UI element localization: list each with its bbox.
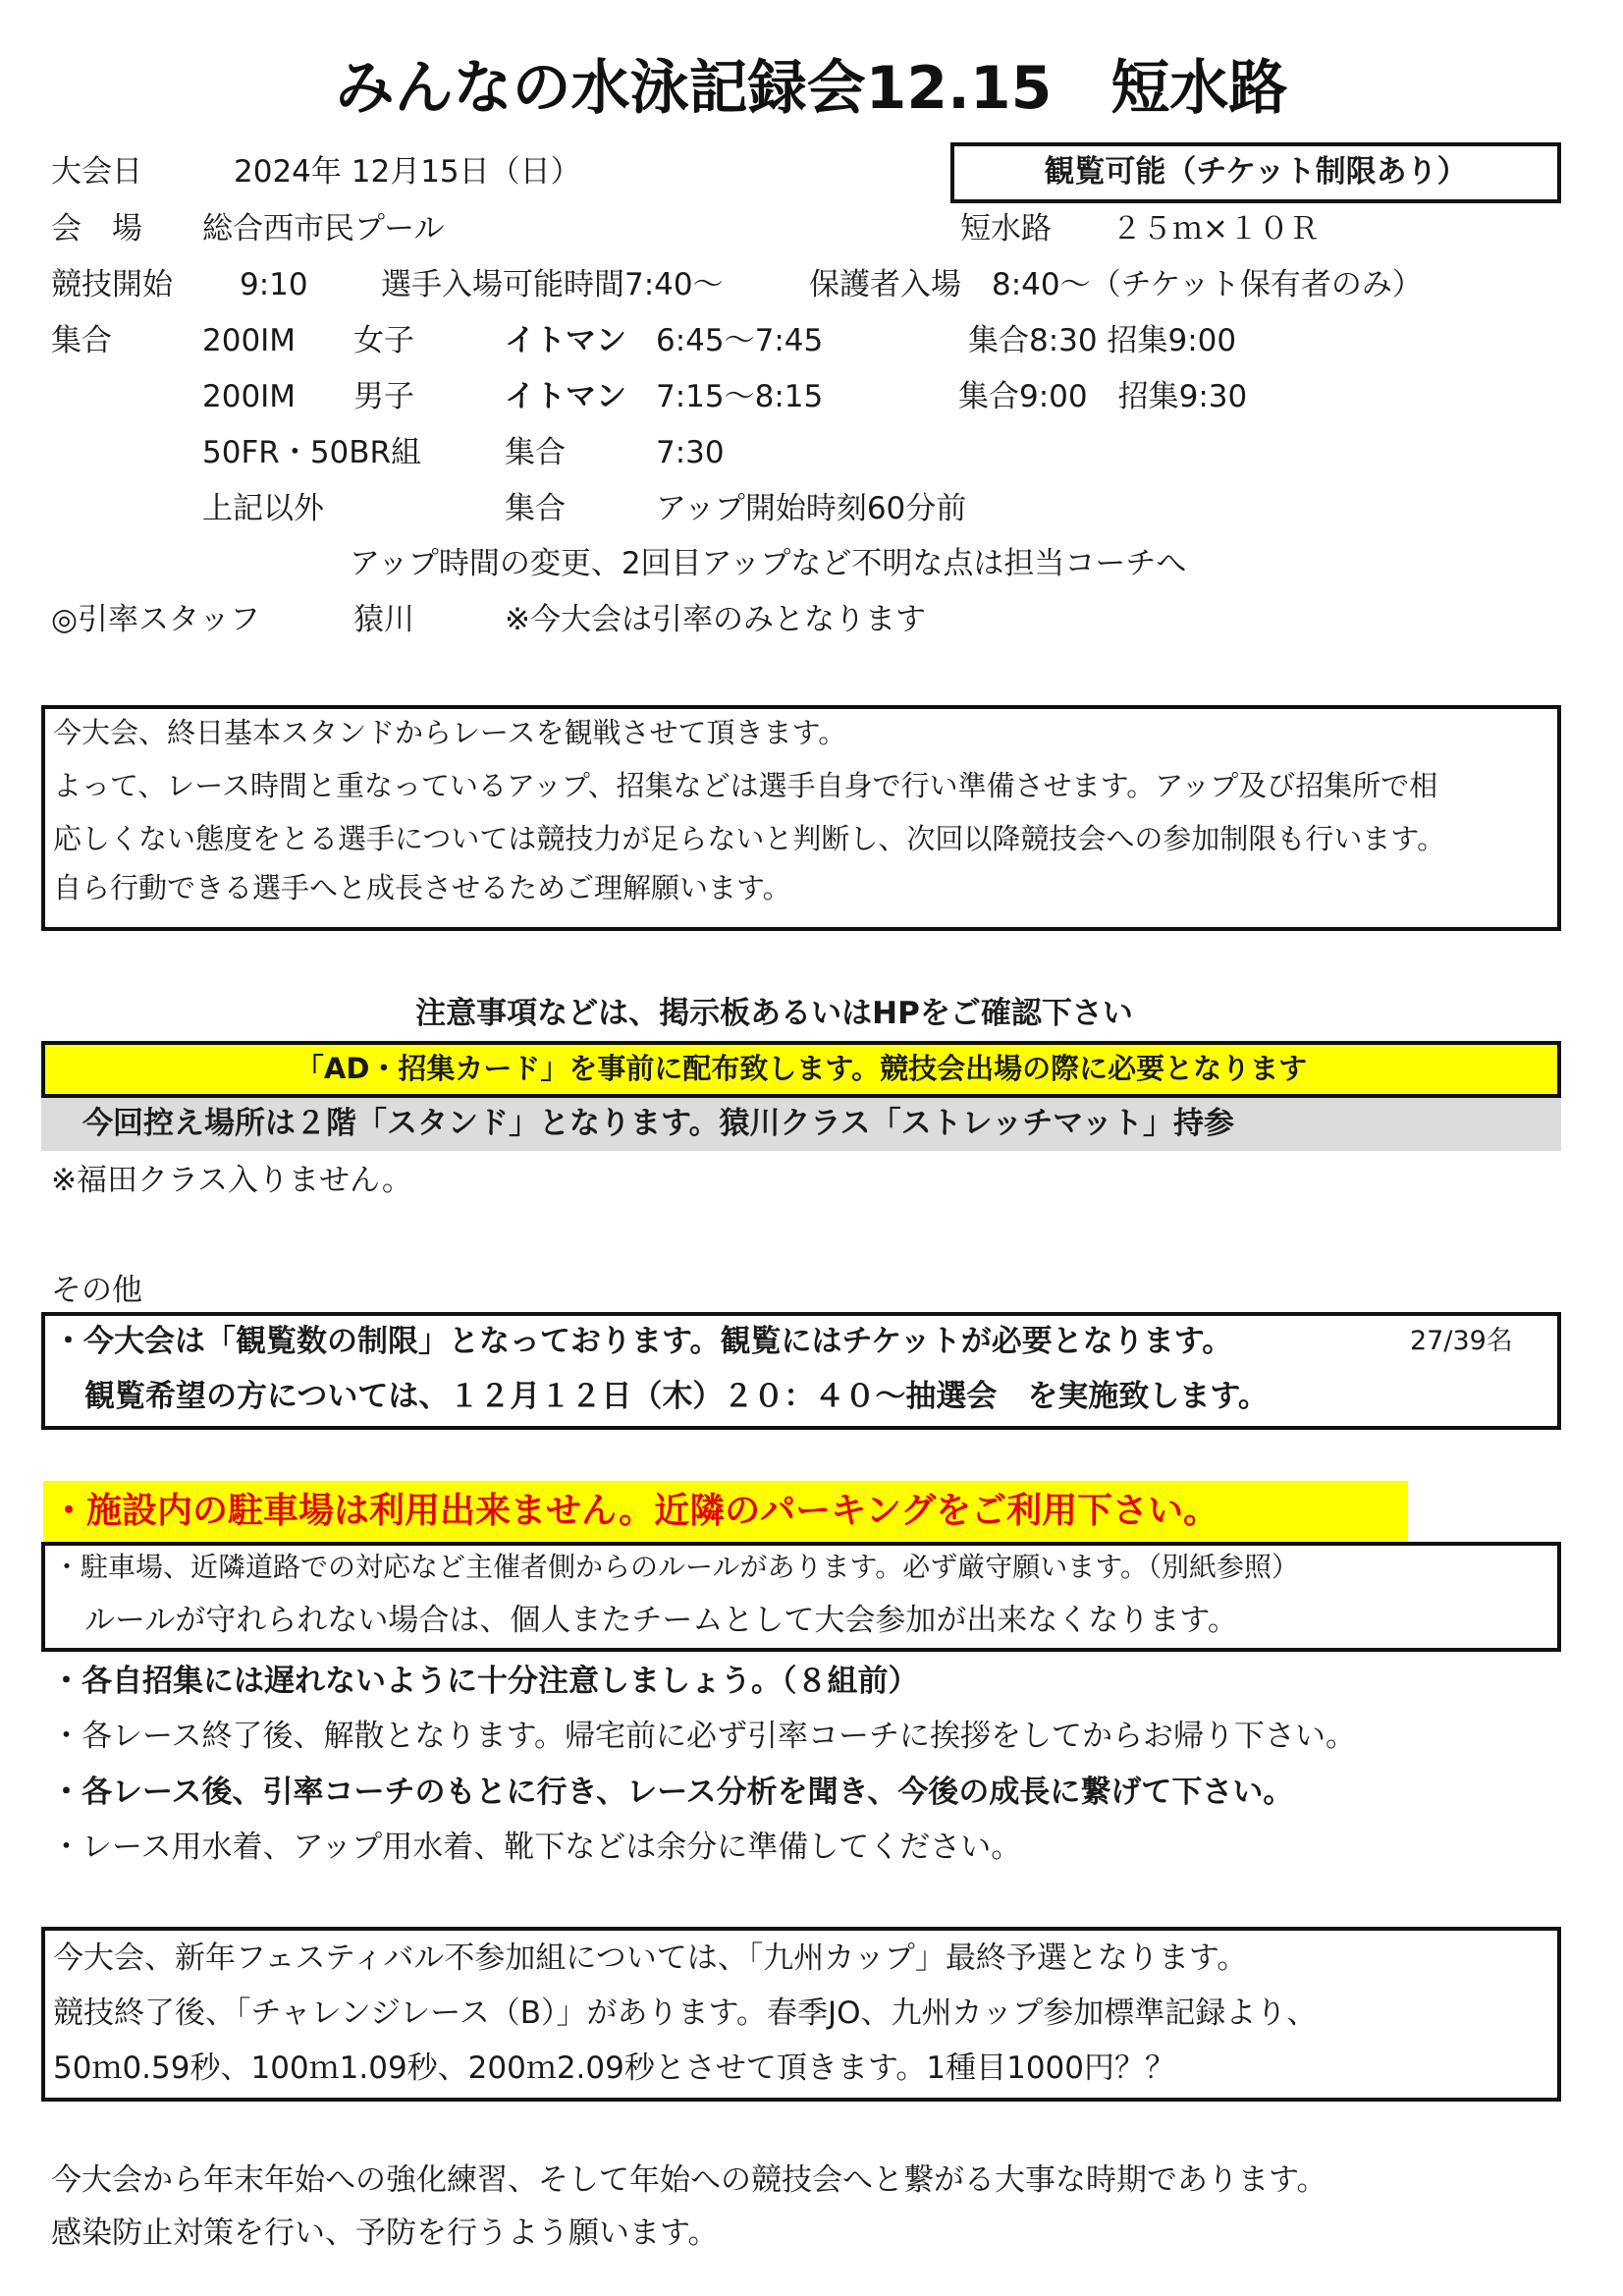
challenge-line-3: 50ｍ0.59秒、100ｍ1.09秒、200ｍ2.09秒とさせて頂きます。1種目1000円？？ xyxy=(53,2050,1175,2086)
up-note: アップ時間の変更、2回目アップなど不明な点は担当コーチへ xyxy=(350,546,1187,581)
venue-label: 会 場 xyxy=(51,211,142,246)
challenge-line-1: 今大会、新年フェスティバル不参加組については、「九州カップ」最終予選となります。 xyxy=(53,1941,1248,1976)
bullet-1: ・各自招集には遅れないように十分注意しましょう。（８組前） xyxy=(51,1664,919,1699)
row1-call: 集合8:30 招集9:00 xyxy=(968,323,1237,358)
row2-place: イトマン xyxy=(505,379,626,414)
parking-rule-2: ルールが守れられない場合は、個人またチームとして大会参加が出来なくなります。 xyxy=(84,1603,1238,1638)
page-title: みんなの水泳記録会12.15 短水路 xyxy=(335,54,1288,123)
policy-line-1: 今大会、終日基本スタンドからレースを観戦させて頂きます。 xyxy=(53,716,847,749)
venue-value: 総合西市民プール xyxy=(202,211,445,246)
row2-gender: 男子 xyxy=(353,379,414,414)
ticket-count: 27/39名 xyxy=(1410,1326,1513,1356)
staff-note: ※今大会は引率のみとなります xyxy=(505,602,926,637)
closing-line-2: 感染防止対策を行い、予防を行うよう願います。 xyxy=(51,2215,719,2251)
gray-bar-text: 今回控え場所は２階「スタンド」となります。猿川クラス「ストレッチマット」持参 xyxy=(82,1106,1235,1141)
row1-time: 6:45～7:45 xyxy=(656,323,824,358)
notice-text: 注意事項などは、掲示板あるいはHPをご確認下さい xyxy=(415,996,1133,1031)
athlete-entry: 選手入場可能時間7:40～ xyxy=(381,267,724,302)
guardian-entry: 保護者入場 8:40～（チケット保有者のみ） xyxy=(809,267,1423,302)
row3-event: 50FR・50BR組 xyxy=(202,435,422,470)
other-label: その他 xyxy=(51,1273,142,1308)
row1-gender: 女子 xyxy=(353,323,414,358)
gather-label: 集合 xyxy=(51,323,112,358)
closing-line-1: 今大会から年末年始への強化練習、そして年始への競技会へと繋がる大事な時期であります。 xyxy=(51,2162,1327,2198)
staff-label: ◎引率スタッフ xyxy=(51,602,261,637)
row1-place: イトマン xyxy=(505,323,626,358)
course-label: 短水路 xyxy=(960,211,1052,246)
row2-event: 200IM xyxy=(202,379,297,414)
viewing-box-text: 観覧可能（チケット制限あり） xyxy=(1044,154,1468,190)
policy-line-4: 自ら行動できる選手へと成長させるためご理解願います。 xyxy=(53,871,791,904)
parking-rule-1: ・駐車場、近隣道路での対応など主催者側からのルールがあります。必ず厳守願います。（別紙参照） xyxy=(53,1551,1299,1583)
date-value: 2024年 12月15日（日） xyxy=(234,154,581,190)
row4-label: 集合 xyxy=(505,491,566,526)
row3-time: 7:30 xyxy=(656,435,725,470)
row4-event: 上記以外 xyxy=(202,491,324,526)
bullet-4: ・レース用水着、アップ用水着、靴下などは余分に準備してください。 xyxy=(51,1830,1022,1865)
row1-event: 200IM xyxy=(202,323,297,358)
staff-name: 猿川 xyxy=(353,602,414,637)
course-value: ２５ｍ×１０Ｒ xyxy=(1111,211,1320,246)
ticket-line-2: 観覧希望の方については、１２月１２日（木）２０：４０～抽選会 を実施致します。 xyxy=(84,1379,1269,1414)
yellow-bar-text: 「AD・招集カード」を事前に配布致します。競技会出場の際に必要となります xyxy=(295,1052,1308,1085)
row4-time: アップ開始時刻60分前 xyxy=(656,491,967,526)
date-label: 大会日 xyxy=(51,154,142,190)
fukuda-note: ※福田クラス入りません。 xyxy=(51,1163,412,1198)
row3-label: 集合 xyxy=(505,435,566,470)
row2-call: 集合9:00 招集9:30 xyxy=(958,379,1248,414)
policy-line-2: よって、レース時間と重なっているアップ、招集などは選手自身で行い準備させます。アップ及び招集所で相 xyxy=(53,769,1438,802)
bullet-2: ・各レース終了後、解散となります。帰宅前に必ず引率コーチに挨拶をしてからお帰り下さい。 xyxy=(51,1719,1356,1754)
ticket-line-1: ・今大会は「観覧数の制限」となっております。観覧にはチケットが必要となります。 xyxy=(53,1324,1233,1359)
row2-time: 7:15～8:15 xyxy=(656,379,824,414)
parking-text: ・施設内の駐車場は利用出来ません。近隣のパーキングをご利用下さい。 xyxy=(51,1491,1219,1531)
start-time: 9:10 xyxy=(240,267,308,302)
policy-line-3: 応しくない態度をとる選手については競技力が足らないと判断し、次回以降競技会への参加制限も行います。 xyxy=(53,822,1446,855)
start-label: 競技開始 xyxy=(51,267,173,302)
bullet-3: ・各レース後、引率コーチのもとに行き、レース分析を聞き、今後の成長に繋げて下さい。 xyxy=(51,1775,1294,1810)
challenge-line-2: 競技終了後、「チャレンジレース（B）」があります。春季JO、九州カップ参加標準記録より、 xyxy=(53,1995,1318,2031)
